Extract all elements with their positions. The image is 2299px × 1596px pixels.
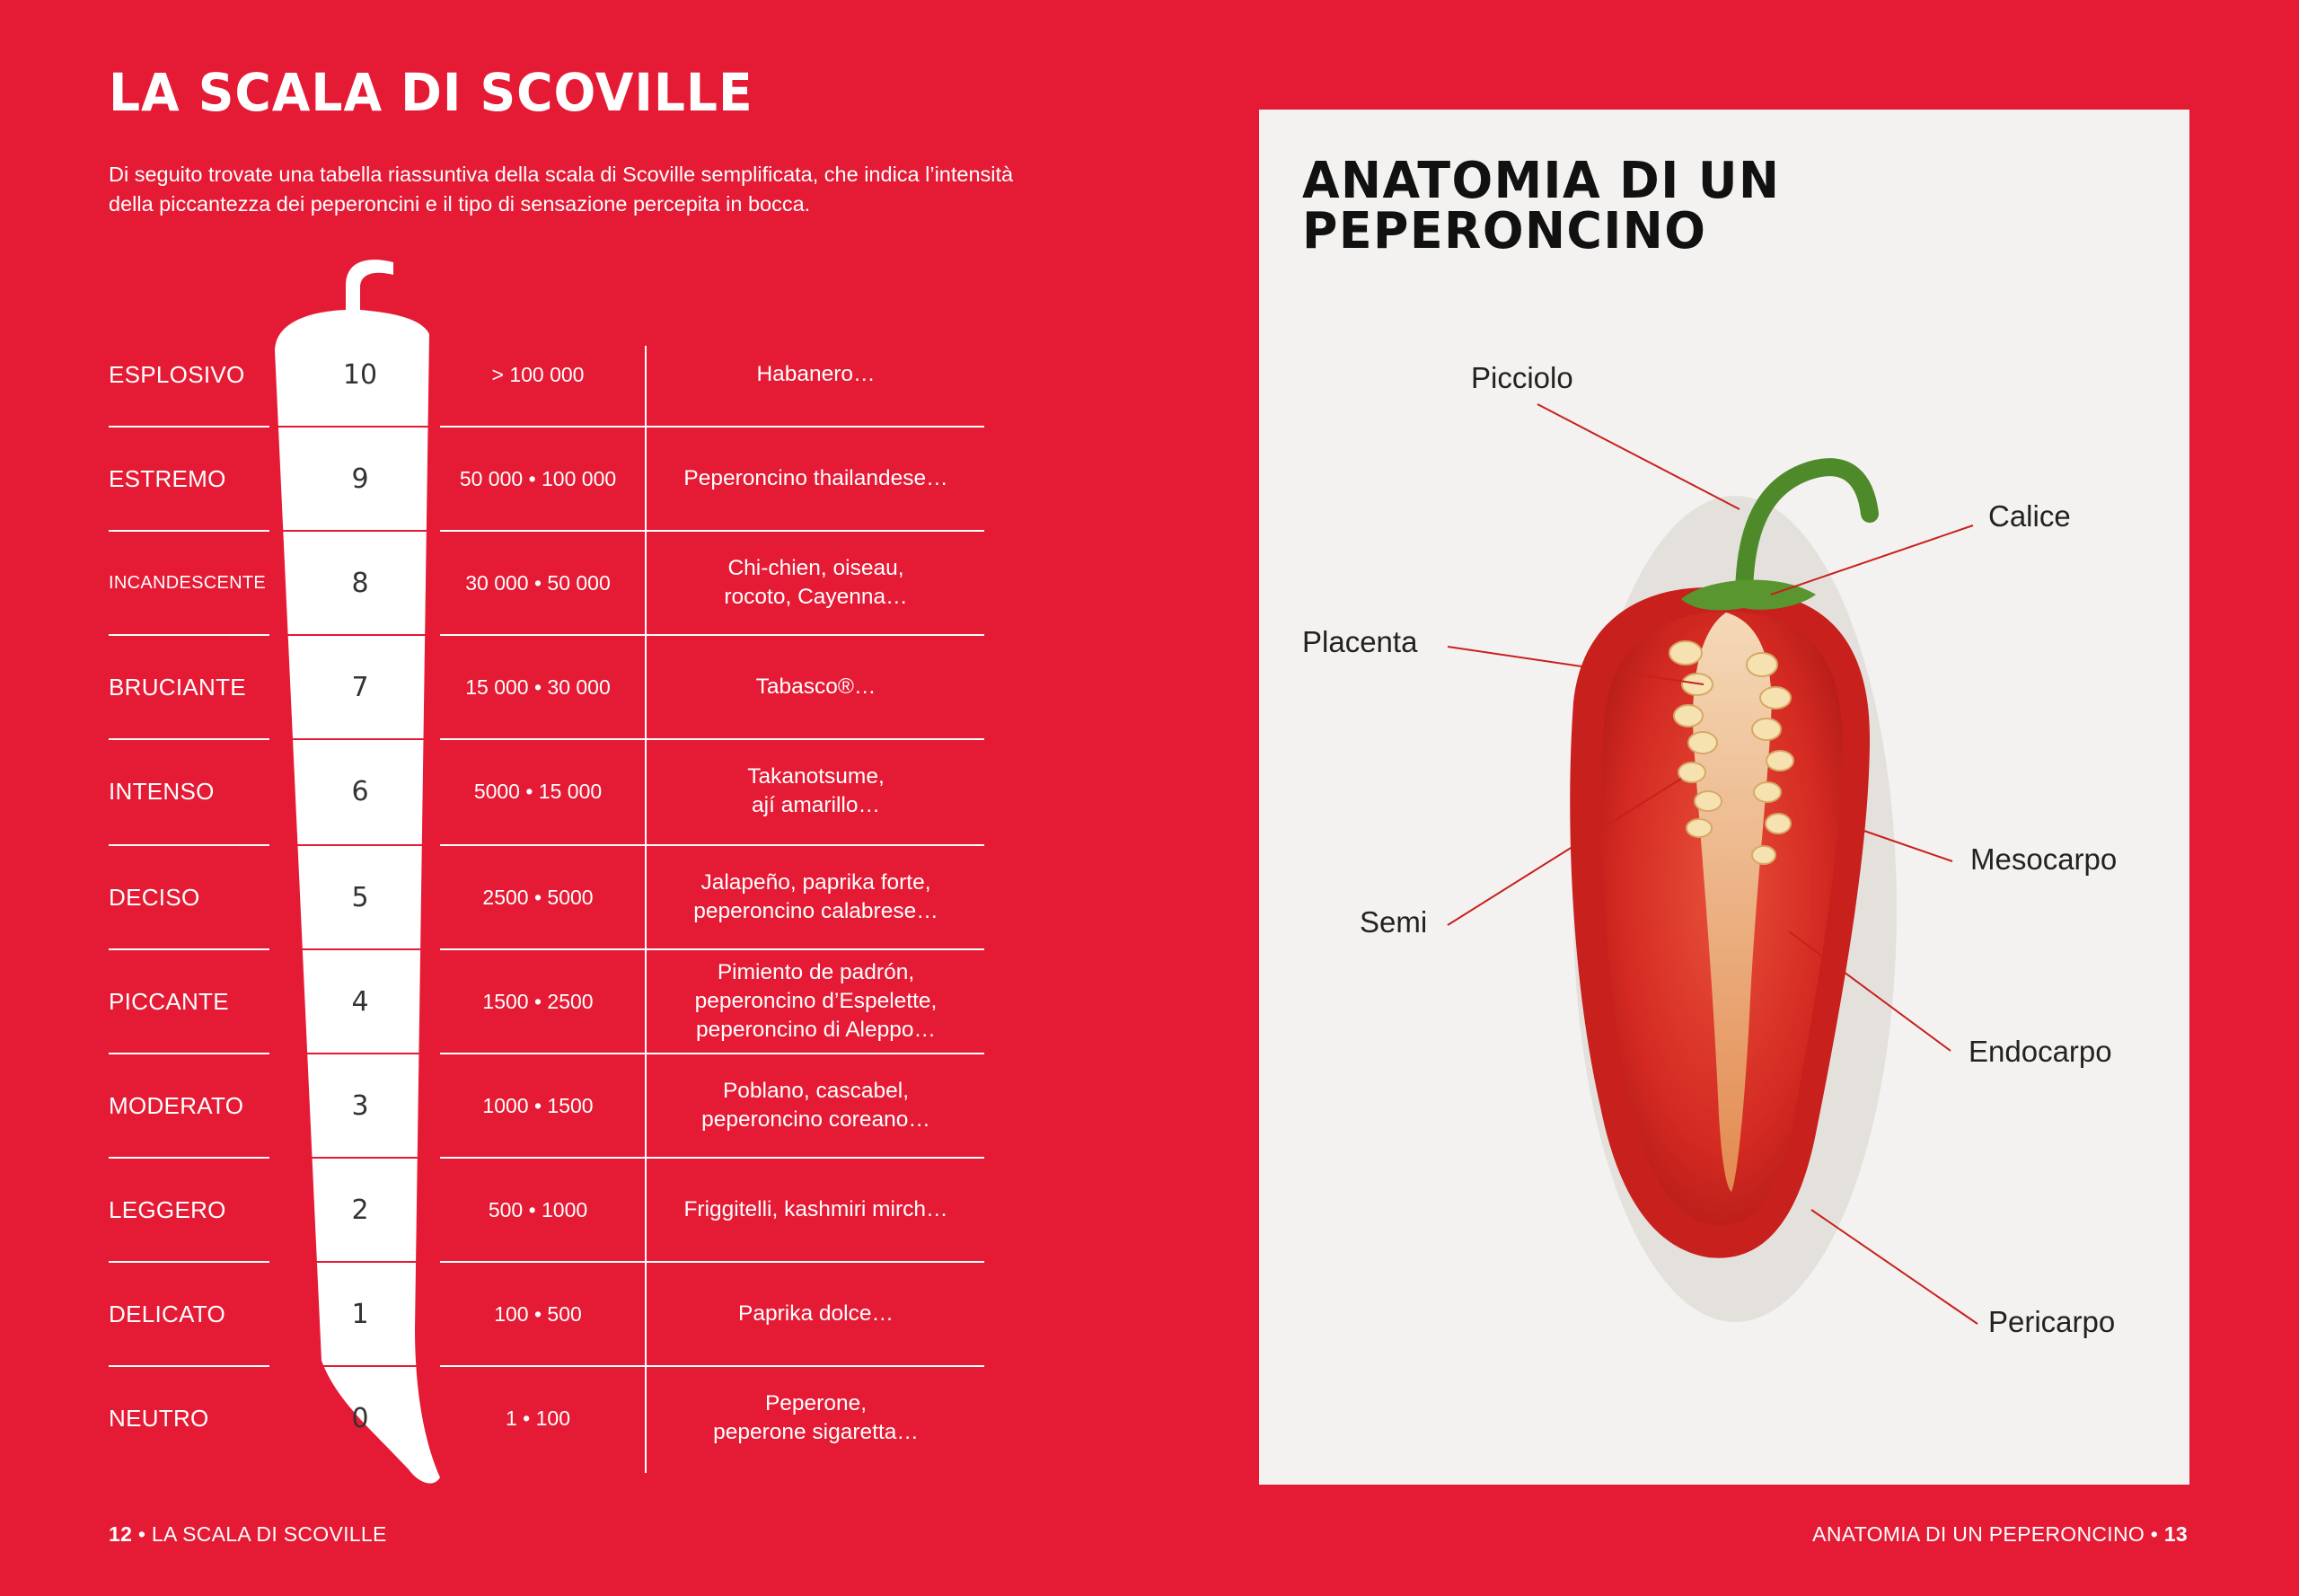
intensity-label: DECISO bbox=[109, 883, 200, 911]
chili-examples: Pimiento de padrón, peperoncino d’Espelette, peperoncino di Aleppo… bbox=[694, 960, 938, 1042]
table-row bbox=[109, 635, 984, 739]
shu-range: 50 000 • 100 000 bbox=[459, 466, 617, 490]
footer-section-title: LA SCALA DI SCOVILLE bbox=[151, 1522, 387, 1546]
label-picciolo: Picciolo bbox=[1471, 361, 1573, 394]
intensity-level: 7 bbox=[351, 671, 369, 703]
table-row bbox=[109, 531, 984, 635]
chili-examples: Poblano, cascabel, peperoncino coreano… bbox=[701, 1079, 930, 1132]
intensity-label: INTENSO bbox=[109, 777, 215, 805]
chili-examples: Takanotsume, ají amarillo… bbox=[747, 764, 885, 817]
table-row bbox=[109, 949, 984, 1054]
page-number: 12 bbox=[109, 1522, 133, 1546]
table-row bbox=[109, 322, 984, 427]
footer-left: 12 • LA SCALA DI SCOVILLE bbox=[109, 1522, 387, 1546]
pepper-illustration bbox=[1259, 110, 2189, 1485]
shu-range: 2500 • 5000 bbox=[482, 885, 594, 909]
intensity-level: 4 bbox=[351, 985, 369, 1018]
intensity-label: ESPLOSIVO bbox=[109, 360, 245, 388]
chili-examples: Peperone, peperone sigaretta… bbox=[713, 1391, 919, 1444]
shu-range: 30 000 • 50 000 bbox=[465, 570, 611, 595]
chili-examples: Friggitelli, kashmiri mirch… bbox=[683, 1197, 948, 1221]
intensity-level: 1 bbox=[351, 1298, 369, 1330]
intensity-label: BRUCIANTE bbox=[109, 673, 246, 701]
chili-examples: Habanero… bbox=[756, 362, 876, 386]
table-row bbox=[109, 1054, 984, 1158]
table-row bbox=[109, 845, 984, 949]
label-endocarpo: Endocarpo bbox=[1969, 1035, 2112, 1068]
intensity-label: DELICATO bbox=[109, 1300, 226, 1327]
intensity-level: 6 bbox=[351, 775, 369, 807]
intensity-level: 2 bbox=[351, 1194, 369, 1226]
intensity-level: 0 bbox=[351, 1402, 369, 1434]
chili-examples: Chi-chien, oiseau, rocoto, Cayenna… bbox=[724, 556, 908, 609]
page-number: 13 bbox=[2163, 1522, 2188, 1546]
shu-range: > 100 000 bbox=[491, 362, 585, 386]
intensity-label: LEGGERO bbox=[109, 1195, 226, 1223]
label-calice: Calice bbox=[1988, 499, 2071, 533]
shu-range: 500 • 1000 bbox=[488, 1197, 588, 1221]
intensity-level: 10 bbox=[342, 358, 378, 391]
footer-section-title: ANATOMIA DI UN PEPERONCINO bbox=[1812, 1522, 2145, 1546]
intensity-level: 8 bbox=[351, 567, 369, 599]
intensity-level: 9 bbox=[351, 463, 369, 495]
leader-picciolo bbox=[1537, 404, 1740, 509]
table-row bbox=[109, 739, 984, 843]
intensity-level: 5 bbox=[351, 881, 369, 913]
chili-examples: Peperoncino thailandese… bbox=[683, 466, 948, 490]
shu-range: 100 • 500 bbox=[494, 1301, 582, 1326]
intensity-label: NEUTRO bbox=[109, 1404, 209, 1432]
anatomy-photo-panel bbox=[1259, 110, 2189, 1485]
intensity-level: 3 bbox=[351, 1089, 369, 1122]
leader-pericarpo bbox=[1811, 1210, 1977, 1324]
intro-paragraph: Di seguito trovate una tabella riassuntiva della scala di Scoville semplificata, che indica l’intensità della piccantezza dei peperoncini e il tipo di sensazione percepita in bocca. bbox=[109, 163, 1014, 216]
chili-examples: Jalapeño, paprika forte, peperoncino calabrese… bbox=[693, 870, 938, 923]
shu-range: 1 • 100 bbox=[506, 1406, 570, 1430]
shu-range: 1000 • 1500 bbox=[482, 1093, 594, 1117]
shu-range: 1500 • 2500 bbox=[482, 989, 594, 1013]
footer-right: ANATOMIA DI UN PEPERONCINO • 13 bbox=[1812, 1522, 2188, 1546]
table-row bbox=[109, 1158, 984, 1262]
label-semi: Semi bbox=[1360, 905, 1428, 939]
table-row bbox=[109, 427, 984, 531]
table-row bbox=[109, 1262, 984, 1366]
label-mesocarpo: Mesocarpo bbox=[1970, 842, 2118, 876]
intensity-label: MODERATO bbox=[109, 1091, 244, 1119]
scoville-title: LA SCALA DI SCOVILLE bbox=[109, 62, 753, 123]
table-row bbox=[109, 1366, 984, 1470]
shu-range: 5000 • 15 000 bbox=[473, 779, 603, 803]
shu-range: 15 000 • 30 000 bbox=[465, 675, 611, 699]
intensity-label: ESTREMO bbox=[109, 464, 226, 492]
chili-examples: Tabasco®… bbox=[755, 675, 876, 699]
anatomy-title: ANATOMIA DI UN PEPERONCINO bbox=[1302, 152, 1781, 260]
label-placenta: Placenta bbox=[1302, 625, 1418, 658]
label-pericarpo: Pericarpo bbox=[1988, 1305, 2116, 1338]
intensity-label: INCANDESCENTE bbox=[109, 572, 267, 593]
chili-examples: Paprika dolce… bbox=[738, 1301, 894, 1326]
intensity-label: PICCANTE bbox=[109, 987, 229, 1015]
